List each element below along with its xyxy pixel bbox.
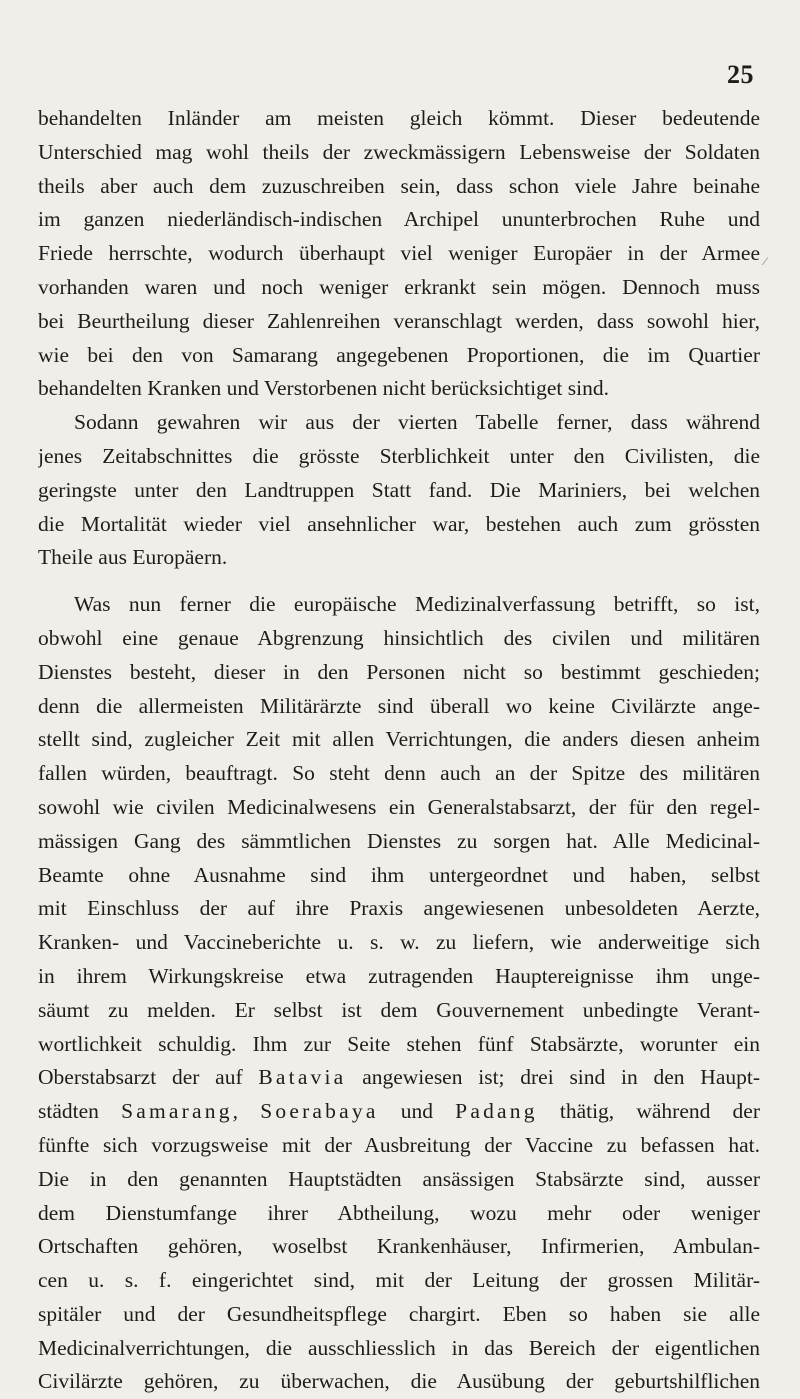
text-line: wortlichkeit schuldig. Ihm zur Seite stehen fünf Stabsärzte, worunter ein bbox=[38, 1031, 760, 1056]
text-line: wie bei den von Samarang angegebenen Proportionen, die im Quartier bbox=[38, 342, 760, 367]
text-line bbox=[38, 1061, 760, 1095]
text-fragment: angewiesen ist; drei sind in den Haupt- bbox=[346, 1065, 760, 1090]
text-line: in ihrem Wirkungskreise etwa zutragenden Hauptereignisse ihm unge- bbox=[38, 963, 760, 988]
place-name-batavia: Batavia bbox=[258, 1065, 347, 1090]
text-fragment: Oberstabsarzt der auf bbox=[38, 1065, 259, 1090]
text-line: fünfte sich vorzugsweise mit der Ausbreitung der Vaccine zu befassen hat. bbox=[38, 1132, 760, 1157]
text-line: mit Einschluss der auf ihre Praxis angewiesenen unbesoldeten Aerzte, bbox=[38, 896, 760, 921]
text-line: spitäler und der Gesundheitspflege chargirt. Eben so haben sie alle bbox=[38, 1301, 760, 1326]
stray-mark: ⁄ bbox=[764, 254, 767, 268]
text-line: dem Dienstumfange ihrer Abtheilung, wozu mehr oder weniger bbox=[38, 1200, 760, 1225]
text-line: Was nun ferner die europäische Medizinalverfassung betrifft, so ist, bbox=[74, 592, 760, 617]
text-line: Unterschied mag wohl theils der zweckmässigern Lebensweise der Soldaten bbox=[38, 139, 760, 164]
text-line: Dienstes besteht, dieser in den Personen nicht so bestimmt geschieden; bbox=[38, 659, 760, 684]
text-line: Kranken- und Vaccineberichte u. s. w. zu liefern, wie anderweitige sich bbox=[38, 930, 760, 955]
text-line: cen u. s. f. eingerichtet sind, mit der Leitung der grossen Militär- bbox=[38, 1268, 760, 1293]
paragraph-gap bbox=[38, 575, 760, 588]
paragraph-2 bbox=[38, 406, 760, 575]
text-fragment: , bbox=[232, 1099, 261, 1124]
text-line: theils aber auch dem zuzuschreiben sein, dass schon viele Jahre beinahe bbox=[38, 173, 760, 198]
text-line: geringste unter den Landtruppen Statt fand. Die Mariniers, bei welchen bbox=[38, 477, 760, 502]
text-fragment: thätig, während der bbox=[537, 1099, 760, 1124]
text-line: Civilärzte gehören, zu überwachen, die Ausübung der geburtshilflichen bbox=[38, 1369, 760, 1394]
text-line: Sodann gewahren wir aus der vierten Tabelle ferner, dass während bbox=[74, 410, 760, 435]
text-line: jenes Zeitabschnittes die grösste Sterblichkeit unter den Civilisten, die bbox=[38, 443, 760, 468]
place-name-soerabaya: Soerabaya bbox=[260, 1099, 379, 1124]
body-text bbox=[38, 102, 760, 1399]
text-fragment: und bbox=[378, 1099, 456, 1124]
text-line: behandelten Kranken und Verstorbenen nicht berücksichtiget sind. bbox=[38, 376, 609, 401]
place-name-padang: Padang bbox=[455, 1099, 538, 1124]
text-line: sowohl wie civilen Medicinalwesens ein Generalstabsarzt, der für den regel- bbox=[38, 794, 760, 819]
text-line: Friede herrschte, wodurch überhaupt viel weniger Europäer in der Armee bbox=[38, 241, 760, 266]
text-line: Beamte ohne Ausnahme sind ihm untergeordnet und haben, selbst bbox=[38, 862, 760, 887]
text-line: säumt zu melden. Er selbst ist dem Gouvernement unbedingte Verant- bbox=[38, 997, 760, 1022]
text-line: vorhanden waren und noch weniger erkrankt sein mögen. Dennoch muss bbox=[38, 274, 760, 299]
text-line: die Mortalität wieder viel ansehnlicher war, bestehen auch zum grössten bbox=[38, 511, 760, 536]
text-line: Theile aus Europäern. bbox=[38, 545, 228, 570]
paragraph-3 bbox=[38, 588, 760, 1399]
paragraph-1 bbox=[38, 102, 760, 406]
text-line: behandelten Inländer am meisten gleich kömmt. Dieser bedeutende bbox=[38, 106, 760, 130]
text-line: fallen würden, beauftragt. So steht denn auch an der Spitze des militären bbox=[38, 761, 760, 786]
place-name-samarang: Samarang bbox=[121, 1099, 233, 1124]
text-line bbox=[38, 1095, 760, 1129]
page-number: 25 bbox=[727, 60, 754, 89]
text-line: Ortschaften gehören, woselbst Krankenhäuser, Infirmerien, Ambulan- bbox=[38, 1234, 760, 1259]
text-line: bei Beurtheilung dieser Zahlenreihen veranschlagt werden, dass sowohl hier, bbox=[38, 308, 760, 333]
text-line: denn die allermeisten Militärärzte sind überall wo keine Civilärzte ange- bbox=[38, 693, 760, 718]
text-line: im ganzen niederländisch-indischen Archipel ununterbrochen Ruhe und bbox=[38, 207, 760, 232]
text-line: mässigen Gang des sämmtlichen Dienstes zu sorgen hat. Alle Medicinal- bbox=[38, 828, 760, 853]
text-fragment: städten bbox=[38, 1099, 122, 1124]
text-line: Die in den genannten Hauptstädten ansässigen Stabsärzte sind, ausser bbox=[38, 1166, 760, 1191]
text-line: obwohl eine genaue Abgrenzung hinsichtlich des civilen und militären bbox=[38, 625, 760, 650]
text-line: Medicinalverrichtungen, die ausschliesslich in das Bereich der eigentlichen bbox=[38, 1335, 760, 1360]
text-line: stellt sind, zugleicher Zeit mit allen Verrichtungen, die anders diesen anheim bbox=[38, 727, 760, 752]
